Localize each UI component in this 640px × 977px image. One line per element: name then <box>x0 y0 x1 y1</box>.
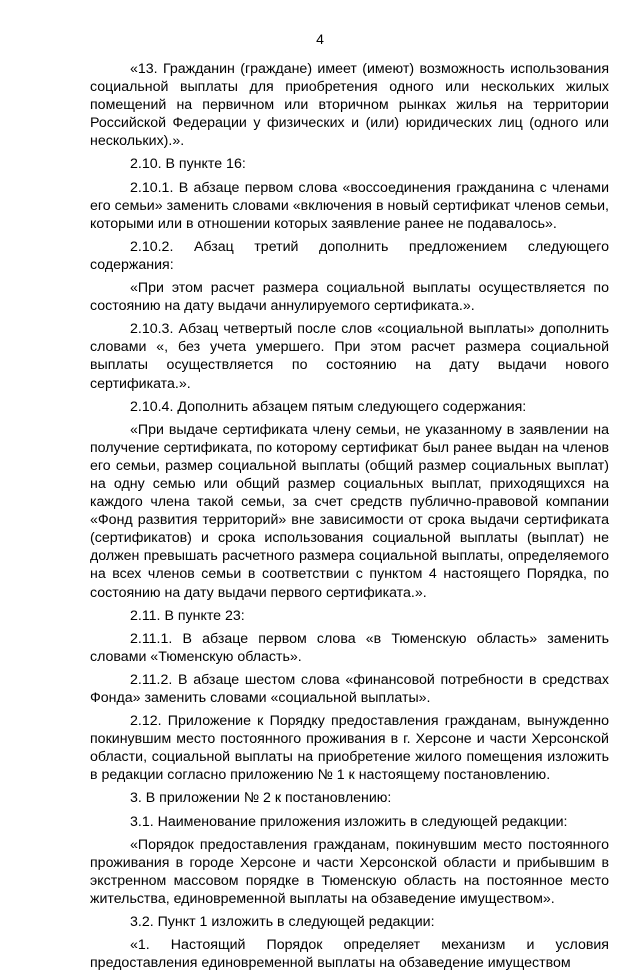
paragraph: 2.10.2. Абзац третий дополнить предложением следующего содержания: <box>90 238 609 273</box>
paragraph: 2.10.1. В абзаце первом слова «воссоединения гражданина с членами его семьи» заменить словами «включения в новый сертификат членов семьи, которыми или в отношении которых заявление ранее не подавалось». <box>90 179 609 232</box>
paragraph: «Порядок предоставления гражданам, покинувшим место постоянного проживания в городе Херсоне и части Херсонской области и прибывшим в экстренном массовом порядке в Тюменскую область на постоянное место жительства, единовременной выплаты на обзаведение имуществом». <box>90 836 609 907</box>
paragraph: «При выдаче сертификата члену семьи, не указанному в заявлении на получение сертификата, по которому сертификат был ранее выдан на членов его семьи, размер социальной выплаты (общий размер социальных выплат) на одну семью или общий размер социальных выплат, приходящихся на каждого члена такой семьи, за счет средств публично-правовой компании «Фонд развития территорий» вне зависимости от срока выдачи сертификата (сертификатов) и срока использования социальной выплаты (выплат) не должен превышать расчетного размера социальной выплаты, определяемого на всех членов семьи в соответствии с пунктом 4 настоящего Порядка, по состоянию на дату выдачи первого сертификата.». <box>90 421 609 601</box>
paragraph: 2.10.3. Абзац четвертый после слов «социальной выплаты» дополнить словами «, без учета умершего. При этом расчет размера социальной выплаты осуществляется по состоянию на дату выдачи нового сертификата.». <box>90 321 609 392</box>
paragraph: 2.11.1. В абзаце первом слова «в Тюменскую область» заменить словами «Тюменскую область». <box>90 630 609 665</box>
paragraph: 2.12. Приложение к Порядку предоставления гражданам, вынужденно покинувшим место постоянного проживания в г. Херсоне и части Херсонской области, социальной выплаты на приобретение жилого помещения изложить в редакции согласно приложению № 1 к настоящему постановлению. <box>90 713 609 784</box>
paragraph: 2.11. В пункте 23: <box>130 607 245 624</box>
paragraph: 3.2. Пункт 1 изложить в следующей редакции: <box>130 914 435 931</box>
paragraph: «13. Гражданин (граждане) имеет (имеют) возможность использования социальной выплаты для приобретения одного или нескольких жилых помещений на первичном или вторичном рынках жилья на территории Российской Федерации у физических и (или) юридических лиц (одного или нескольких).». <box>90 61 609 150</box>
page-number: 4 <box>316 31 324 47</box>
paragraph: 3.1. Наименование приложения изложить в следующей редакции: <box>130 813 568 830</box>
document-body <box>90 60 609 977</box>
paragraph: 3. В приложении № 2 к постановлению: <box>130 790 392 807</box>
paragraph: 2.11.2. В абзаце шестом слова «финансовой потребности в средствах Фонда» заменить словами «социальной выплаты». <box>90 671 609 706</box>
paragraph: 2.10. В пункте 16: <box>130 156 246 173</box>
paragraph: «1. Настоящий Порядок определяет механизм и условия предоставления единовременной выплаты на обзаведение имуществом <box>90 937 609 972</box>
paragraph: 2.10.4. Дополнить абзацем пятым следующего содержания: <box>130 398 527 415</box>
paragraph: «При этом расчет размера социальной выплаты осуществляется по состоянию на дату выдачи аннулируемого сертификата.». <box>90 280 609 315</box>
